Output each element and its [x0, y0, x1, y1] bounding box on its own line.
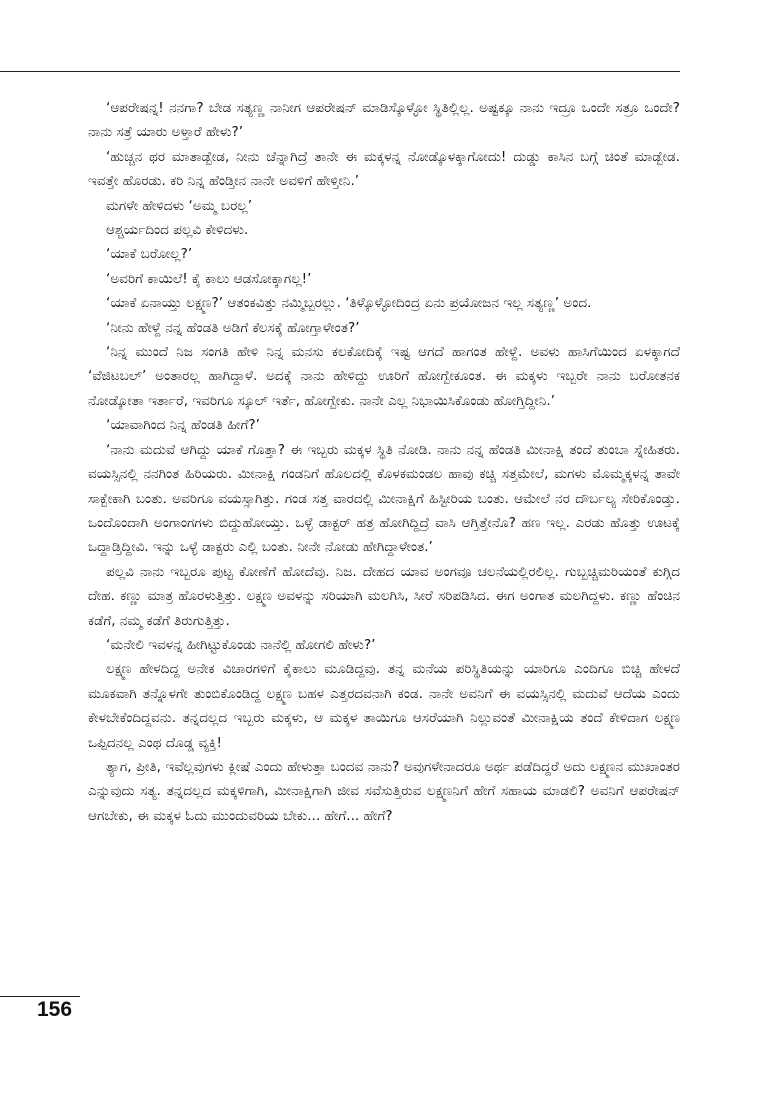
paragraph: ‘ನಿನ್ನ ಮುಂದೆ ನಿಜ ಸಂಗತಿ ಹೇಳಿ ನಿನ್ನ ಮನಸು ಕಲಕೋದಿಕ್ಕೆ ಇಷ್ಟ ಆಗದೆ ಹಾಗಂತ ಹೇಳ್ದೆ. ಅವಳು ಹಾಸಿಗೆಯಿಂದ ಏಳಕ್ಕಾಗದೆ ‘ವೆಜಿಟಬಲ್’ ಅಂತಾರಲ್ಲ ಹಾಗಿದ್ದಾಳೆ. ಅದಕ್ಕೆ ನಾನು ಹೇಳಿದ್ದು ಊರಿಗೆ ಹೋಗ್ಬೇಕೂಂತ. ಈ ಮಕ್ಕಳು ಇಬ್ಬರೇ ನಾನು ಬರೋತನಕ ನೋಡ್ಕೋತಾ ಇರ್ತಾರೆ, ಇವರಿಗೂ ಸ್ಕೂಲ್ ಇರ್ತೆ, ಹೋಗ್ಬೇಕು. ನಾನೇ ಎಲ್ಲ ನಿಭಾಯಿಸಿಕೊಂಡು ಹೋಗ್ತಿದ್ದೀನಿ.’ — [88, 344, 680, 409]
paragraph: ‘ಯಾಕೆ ಏನಾಯ್ತು ಲಕ್ಷ್ಮಣ?’ ಆತಂಕವಿತ್ತು ನಮ್ಮಿಬ್ಬರಲ್ಲು. ‘ತಿಳ್ಕೊಳ್ಳೋದಿಂದ್ರ ಏನು ಪ್ರಯೋಜನ ಇಲ್ಲ ಸತ್ಯಣ್ಣ’ ಅಂದ. — [106, 295, 592, 312]
page-number: 156 — [37, 998, 73, 1021]
paragraph: ಲಕ್ಷ್ಮಣ ಹೇಳದಿದ್ದ ಅನೇಕ ವಿಚಾರಗಳಿಗೆ ಕೈಕಾಲು ಮೂಡಿದ್ದವು. ತನ್ನ ಮನೆಯ ಪರಿಸ್ಥಿತಿಯನ್ನು ಯಾರಿಗೂ ಎಂದಿಗೂ ಬಿಚ್ಚಿ ಹೇಳದೆ ಮೂಕವಾಗಿ ತನ್ನೊಳಗೇ ತುಂಬಿಕೊಂಡಿದ್ದ ಲಕ್ಷ್ಮಣ ಬಹಳ ಎತ್ತರದವನಾಗಿ ಕಂಡ. ನಾನೇ ಅವನಿಗೆ ಈ ವಯಸ್ಸಿನಲ್ಲಿ ಮದುವೆ ಆದೆಯ ಎಂದು ಕೇಳಬೇಕೆಂದಿದ್ದವನು. ತನ್ನದಲ್ಲದ ಇಬ್ಬರು ಮಕ್ಕಳು, ಆ ಮಕ್ಕಳ ತಾಯಿಗೂ ಆಸರೆಯಾಗಿ ನಿಲ್ಲುವಂತೆ ಮೀನಾಕ್ಷಿಯ ತಂದೆ ಕೇಳಿದಾಗ ಲಕ್ಷ್ಮಣ ಒಪ್ಪಿದನಲ್ಲ ಎಂಥ ದೊಡ್ಡ ವ್ಯಕ್ತಿ! — [88, 661, 680, 751]
paragraph: ‘ಮನೇಲಿ ಇವಳನ್ನ ಹೀಗಿಟ್ಟುಕೊಂಡು ನಾನೆಲ್ಲಿ ಹೋಗಲಿ ಹೇಳು?’ — [106, 636, 376, 653]
paragraph: ‘ನೀನು ಹೇಳ್ದೆ ನನ್ನ ಹೆಂಡತಿ ಅಡಿಗೆ ಕೆಲಸಕ್ಕೆ ಹೋಗ್ತಾಳೇಂತ?’ — [106, 319, 360, 336]
paragraph: ಮಗಳೇ ಹೇಳಿದಳು ‘ಅಮ್ಮ ಬರಲ್ಲ’ — [106, 197, 253, 214]
paragraph: ಪಲ್ಲವಿ ನಾನು ಇಬ್ಬರೂ ಪುಟ್ಟ ಕೋಣೆಗೆ ಹೋದೆವು. ನಿಜ. ದೇಹದ ಯಾವ ಅಂಗವೂ ಚಲನೆಯಲ್ಲಿರಲಿಲ್ಲ. ಗುಬ್ಬಚ್ಚಿಮರಿಯಂತೆ ಕುಗ್ಗಿದ ದೇಹ. ಕಣ್ಣು ಮಾತ್ರ ಹೊರಳುತ್ತಿತ್ತು. ಲಕ್ಷ್ಮಣ ಅವಳನ್ನು ಸರಿಯಾಗಿ ಮಲಗಿಸಿ, ಸೀರೆ ಸರಿಪಡಿಸಿದ. ಈಗ ಅಂಗಾತ ಮಲಗಿದ್ದಳು. ಕಣ್ಣು ಹೆಂಚಿನ ಕಡೆಗೆ, ನಮ್ಮ ಕಡೆಗೆ ತಿರುಗುತ್ತಿತ್ತು. — [88, 563, 680, 629]
paragraph: ‘ಅವರಿಗೆ ಕಾಯಿಲೆ! ಕೈ ಕಾಲು ಆಡಸೋಕ್ಕಾಗಲ್ಲ!’ — [106, 270, 312, 287]
paragraph: ‘ನಾನು ಮದುವೆ ಆಗಿದ್ದು ಯಾಕೆ ಗೊತ್ತಾ? ಈ ಇಬ್ಬರು ಮಕ್ಕಳ ಸ್ಥಿತಿ ನೋಡಿ. ನಾನು ನನ್ನ ಹೆಂಡತಿ ಮೀನಾಕ್ಷಿ ತಂದೆ ತುಂಬಾ ಸ್ನೇಹಿತರು. ವಯಸ್ಸಿನಲ್ಲಿ ನನಗಿಂತ ಹಿರಿಯರು. ಮೀನಾಕ್ಷಿ ಗಂಡನಿಗೆ ಹೊಲದಲ್ಲಿ ಕೊಳಕಮಂಡಲ ಹಾವು ಕಚ್ಚಿ ಸತ್ತಮೇಲೆ, ಮಗಳು ಮೊಮ್ಮಕ್ಕಳನ್ನ ತಾವೇ ಸಾಕ್ಬೇಕಾಗಿ ಬಂತು. ಅವರಿಗೂ ವಯಸ್ಸಾಗಿತ್ತು. ಗಂಡ ಸತ್ತ ವಾರದಲ್ಲಿ ಮೀನಾಕ್ಷಿಗೆ ಹಿಸ್ಟೀರಿಯ ಬಂತು. ಆಮೇಲೆ ನರ ದೌರ್ಬಲ್ಯ ಸೇರಿಕೊಂಡ್ತು. ಒಂದೊಂದಾಗಿ ಅಂಗಾಂಗಗಳು ಬಿದ್ದುಹೋಯ್ತು. ಒಳ್ಳೆ ಡಾಕ್ಟರ್ ಹತ್ರ ಹೋಗಿದ್ದಿದ್ರೆ ವಾಸಿ ಆಗ್ತಿತ್ತೇನೊ? ಹಣ ಇಲ್ಲ. ಎರಡು ಹೊತ್ತು ಊಟಕ್ಕೆ ಒದ್ದಾಡ್ತಿದ್ದೀವಿ. ಇನ್ನು ಒಳ್ಳೆ ಡಾಕ್ಟರು ಎಲ್ಲಿ ಬಂತು. ನೀನೇ ನೋಡು ಹೇಗಿದ್ದಾಳೇಂತ.’ — [88, 441, 680, 556]
paragraph: ತ್ಯಾಗ, ಪ್ರೀತಿ, ಇವೆಲ್ಲವುಗಳು ಕ್ಲೀಷೆ ಎಂದು ಹೇಳುತ್ತಾ ಬಂದವ ನಾನು? ಅವುಗಳೇನಾದರೂ ಅರ್ಥ ಪಡೆದಿದ್ದರೆ ಅದು ಲಕ್ಷ್ಮಣನ ಮುಖಾಂತರ ಎನ್ನುವುದು ಸತ್ಯ. ತನ್ನದಲ್ಲದ ಮಕ್ಕಳಿಗಾಗಿ, ಮೀನಾಕ್ಷಿಗಾಗಿ ಜೀವ ಸವೆಸುತ್ತಿರುವ ಲಕ್ಷ್ಮಣನಿಗೆ ಹೇಗೆ ಸಹಾಯ ಮಾಡಲಿ? ಅವನಿಗೆ ಆಪರೇಷನ್ ಆಗಬೇಕು, ಈ ಮಕ್ಕಳ ಓದು ಮುಂದುವರಿಯ ಬೇಕು... ಹೇಗೆ... ಹೇಗೆ? — [88, 758, 680, 824]
body-text — [88, 96, 680, 828]
paragraph: ‘ಯಾಕೆ ಬರೋಲ್ಲ?’ — [106, 246, 193, 263]
paragraph: ‘ಹುಚ್ಚನ ಥರ ಮಾತಾಡ್ಬೇಡ, ನೀನು ಚೆನ್ನಾಗಿದ್ರೆ ತಾನೇ ಈ ಮಕ್ಕಳನ್ನ ನೋಡ್ಕೊಳಕ್ಕಾಗೋದು! ದುಡ್ಡು ಕಾಸಿನ ಬಗ್ಗೆ ಚಿಂತೆ ಮಾಡ್ಬೇಡ. ಇವತ್ತೇ ಹೊರಡು. ಕರಿ ನಿನ್ನ ಹೆಂಡ್ತೀನ ನಾನೇ ಅವಳಿಗೆ ಹೇಳ್ತೀನಿ.’ — [88, 148, 680, 190]
header-rule — [0, 71, 680, 72]
paragraph: ಆಶ್ಚರ್ಯದಿಂದ ಪಲ್ಲವಿ ಕೇಳಿದಳು. — [106, 222, 249, 239]
paragraph: ‘ಯಾವಾಗಿಂದ ನಿನ್ನ ಹೆಂಡತಿ ಹೀಗೆ?’ — [106, 417, 260, 434]
paragraph: ‘ಆಪರೇಷನ್ನ! ನನಗಾ? ಬೇಡ ಸತ್ಯಣ್ಣ ನಾನೀಗ ಆಪರೇಷನ್ ಮಾಡಿಸ್ಕೊಳ್ಳೋ ಸ್ಥಿತಿಲ್ಲಿಲ್ಲ. ಅಷ್ಟಕ್ಕೂ ನಾನು ಇದ್ರೂ ಒಂದೇ ಸತ್ರೂ ಒಂದೇ? ನಾನು ಸತ್ರೆ ಯಾರು ಅಳ್ತಾರೆ ಹೇಳು?’ — [88, 100, 680, 141]
